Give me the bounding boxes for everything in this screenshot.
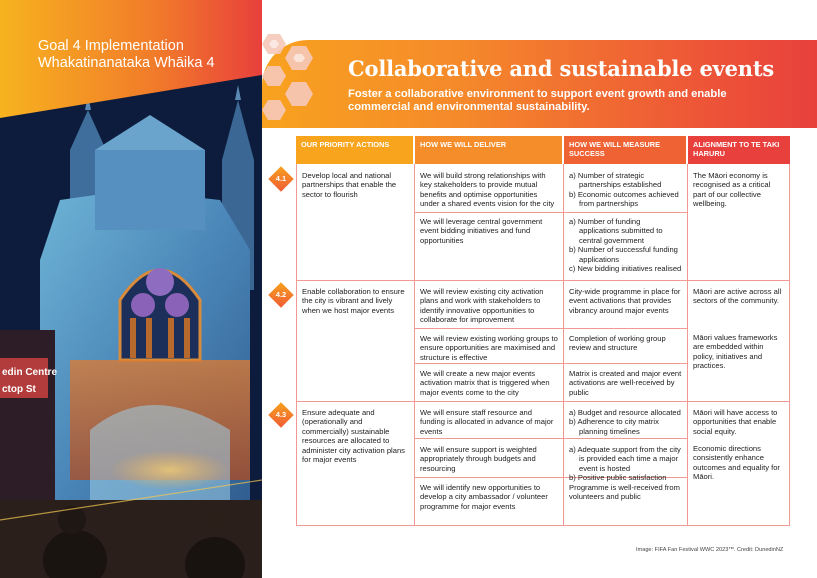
deliver-item: We will review existing city activation plans and work with stakeholders to identify innovative opportunities to collaborate for improvement	[420, 287, 544, 325]
goal-title	[38, 38, 215, 72]
measure-item	[565, 214, 686, 276]
goal-title-line: Goal 4 Implementation	[38, 38, 184, 54]
cathedral-photo	[0, 0, 262, 578]
measure-point: b) Economic outcomes achieved from partnerships	[569, 189, 679, 209]
image-credit: Image: FIFA Fan Festival WWC 2023™. Credit: DunedinNZ	[636, 547, 784, 553]
alignment-text: The Māori economy is recognised as a critical part of our collective wellbeing.	[693, 171, 771, 209]
table-border	[789, 164, 790, 526]
priority-action-4-1: Develop local and national partnerships that enable the sector to flourish	[302, 171, 397, 199]
deliver-item: We will create a new major events activation matrix that is triggered when major events come to the city	[420, 369, 550, 397]
priority-action-4-3: Ensure adequate and (operationally and commercially) sustainable resources are allocated to administer city activation plans for major events	[302, 408, 405, 465]
table-row-divider	[296, 280, 790, 281]
table-cell-divider	[414, 328, 688, 329]
table-header-how-measure: HOW WE WILL MEASURE SUCCESS	[564, 136, 686, 164]
measure-point: a) Budget and resource allocated	[569, 408, 681, 417]
deliver-item: We will identify new opportunities to develop a city ambassador / volunteer programme for major events	[420, 483, 548, 511]
deliver-item: We will leverage central government event bidding initiatives and fund opportunities	[420, 217, 543, 245]
alignment-text: Economic directions consistently enhance outcomes and equality for Māori.	[693, 444, 780, 482]
measure-item	[565, 405, 686, 439]
table-header-priority-actions: OUR PRIORITY ACTIONS	[296, 136, 413, 164]
measure-point: c) New bidding initiatives realised	[569, 264, 682, 274]
table-header-how-deliver: HOW WE WILL DELIVER	[415, 136, 562, 164]
deliver-item: We will ensure staff resource and funding is allocated in advance of major events	[420, 408, 554, 436]
table-border	[414, 164, 415, 526]
deliver-item: We will build strong relationships with key stakeholders to provide mutual benefits and optimise opportunities under a shared events vision for the city	[420, 171, 555, 209]
priority-table	[296, 136, 790, 526]
page-subtitle: Foster a collaborative environment to support event growth and enable commercial and environmental sustainability.	[348, 88, 727, 113]
row-number-label: 4.3	[275, 410, 287, 419]
row-number-label: 4.2	[275, 290, 287, 299]
table-border	[687, 164, 688, 526]
alignment-text: Māori will have access to opportunities that enable social equity.	[693, 408, 778, 436]
table-border	[563, 164, 564, 526]
measure-item	[565, 168, 686, 212]
maori-pattern-icon	[262, 28, 332, 138]
alignment-text: Māori values frameworks are embedded within policy, initiatives and practices.	[693, 333, 778, 371]
measure-item: Completion of working group review and structure	[569, 334, 666, 353]
priority-action-4-2: Enable collaboration to ensure the city is vibrant and lively when we host major events	[302, 287, 405, 315]
deliver-item: We will ensure support is weighted appropriately through budgets and resourcing	[420, 445, 537, 473]
measure-point: b) Positive public satisfaction	[569, 473, 667, 483]
measure-item: Programme is well-received from volunteers and public	[569, 483, 680, 502]
table-row-divider	[296, 401, 790, 402]
measure-point: b) Adherence to city matrix planning timelines	[569, 417, 659, 436]
measure-point: b) Number of successful funding applications	[569, 245, 678, 264]
measure-point: a) Adequate support from the city is provided each time a major event is hosted	[569, 445, 681, 473]
table-border	[296, 164, 297, 526]
section-header	[262, 40, 817, 128]
measure-item: Matrix is created and major event activations are well-received by public	[569, 369, 682, 397]
table-cell-divider	[414, 212, 688, 213]
measure-point: a) Number of strategic partnerships established	[569, 171, 662, 190]
street-sign-text: ctop St	[2, 384, 36, 395]
row-number-label: 4.1	[275, 174, 287, 183]
table-header-alignment: ALIGNMENT TO TE TAKI HARURU	[688, 136, 790, 164]
deliver-item: We will review existing working groups to ensure opportunities are maximised and structure is effective	[420, 334, 558, 362]
alignment-text: Māori are active across all sectors of the community.	[693, 287, 782, 306]
measure-point: a) Number of funding applications submitted to central government	[569, 217, 663, 245]
measure-item: City-wide programme in place for event activations that provides vibrancy around major events	[569, 287, 681, 315]
goal-title-line-maori: Whakatinanataka Whāika 4	[38, 55, 215, 71]
table-row-divider	[296, 525, 790, 526]
street-sign-text: edin Centre	[2, 367, 58, 378]
page-title: Collaborative and sustainable events	[348, 56, 774, 81]
